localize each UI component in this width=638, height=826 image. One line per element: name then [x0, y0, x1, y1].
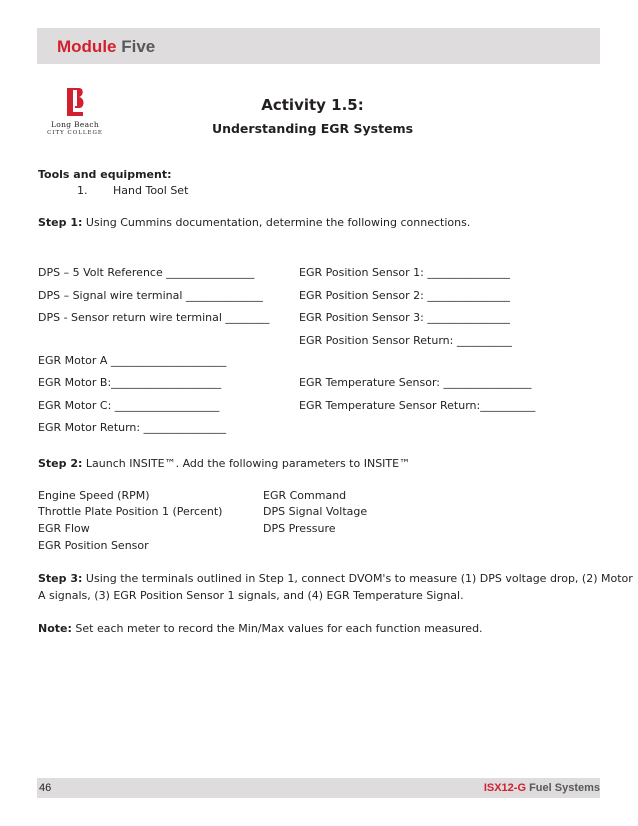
- logo-name-line2: CITY COLLEGE: [47, 130, 103, 136]
- step1-left-item: DPS – Signal wire terminal ______________: [38, 289, 263, 302]
- step1-right-item: EGR Position Sensor Return: __________: [299, 334, 512, 347]
- step1-right-item: EGR Temperature Sensor Return:__________: [299, 399, 536, 412]
- page-number: 46: [39, 782, 52, 794]
- step1-instruction: [38, 216, 470, 230]
- step3-line1: [38, 572, 633, 586]
- note-label: Note:: [38, 622, 72, 635]
- note: [38, 622, 483, 636]
- step2-param: DPS Pressure: [263, 522, 336, 535]
- step1-left-item: EGR Motor B:____________________: [38, 376, 222, 389]
- footer-section: Fuel Systems: [529, 782, 600, 794]
- step1-right-item: EGR Temperature Sensor: ________________: [299, 376, 532, 389]
- college-logo: [38, 86, 112, 138]
- module-word: Module: [57, 37, 117, 56]
- step1-left-item: DPS - Sensor return wire terminal ________: [38, 311, 270, 324]
- activity-title: Activity 1.5:: [261, 96, 364, 114]
- note-text: Set each meter to record the Min/Max values for each function measured.: [75, 622, 483, 635]
- lbcc-logo-icon: [64, 86, 86, 118]
- step2-param: EGR Command: [263, 489, 347, 502]
- step1-left-item: EGR Motor Return: _______________: [38, 421, 227, 434]
- step2-param: Engine Speed (RPM): [38, 489, 150, 502]
- step1-left-item: EGR Motor C: ___________________: [38, 399, 220, 412]
- step1-left-item: DPS – 5 Volt Reference ________________: [38, 266, 255, 279]
- step1-left-item: EGR Motor A _____________________: [38, 354, 227, 367]
- step3-label: Step 3:: [38, 572, 83, 585]
- step3-text: Using the terminals outlined in Step 1, connect DVOM's to measure (1) DPS voltage drop, (2) Motor: [85, 572, 633, 585]
- footer-code: ISX12-G: [483, 782, 527, 794]
- step3-line2: A signals, (3) EGR Position Sensor 1 signals, and (4) EGR Temperature Signal.: [38, 589, 464, 602]
- step2-param: EGR Position Sensor: [38, 539, 149, 552]
- step1-right-item: EGR Position Sensor 1: _______________: [299, 266, 510, 279]
- logo-name-line1: Long Beach: [51, 120, 99, 129]
- step2-param: EGR Flow: [38, 522, 90, 535]
- step2-label: Step 2:: [38, 457, 83, 470]
- step1-label: Step 1:: [38, 216, 83, 229]
- footer-title: [484, 782, 600, 794]
- step2-param: DPS Signal Voltage: [263, 505, 368, 518]
- step1-text: Using Cummins documentation, determine the following connections.: [85, 216, 471, 229]
- tool-item-number: 1.: [77, 184, 88, 197]
- activity-subtitle: Understanding EGR Systems: [211, 121, 414, 136]
- step2-param: Throttle Plate Position 1 (Percent): [38, 505, 223, 518]
- tools-heading: Tools and equipment:: [38, 168, 172, 181]
- module-number: Five: [121, 37, 156, 56]
- step1-right-item: EGR Position Sensor 3: _______________: [299, 311, 510, 324]
- tool-item-label: Hand Tool Set: [113, 184, 189, 197]
- module-title: [57, 37, 155, 57]
- step2-text: Launch INSITE™. Add the following parameters to INSITE™: [85, 457, 411, 470]
- step2-instruction: [38, 457, 410, 471]
- step1-right-item: EGR Position Sensor 2: _______________: [299, 289, 510, 302]
